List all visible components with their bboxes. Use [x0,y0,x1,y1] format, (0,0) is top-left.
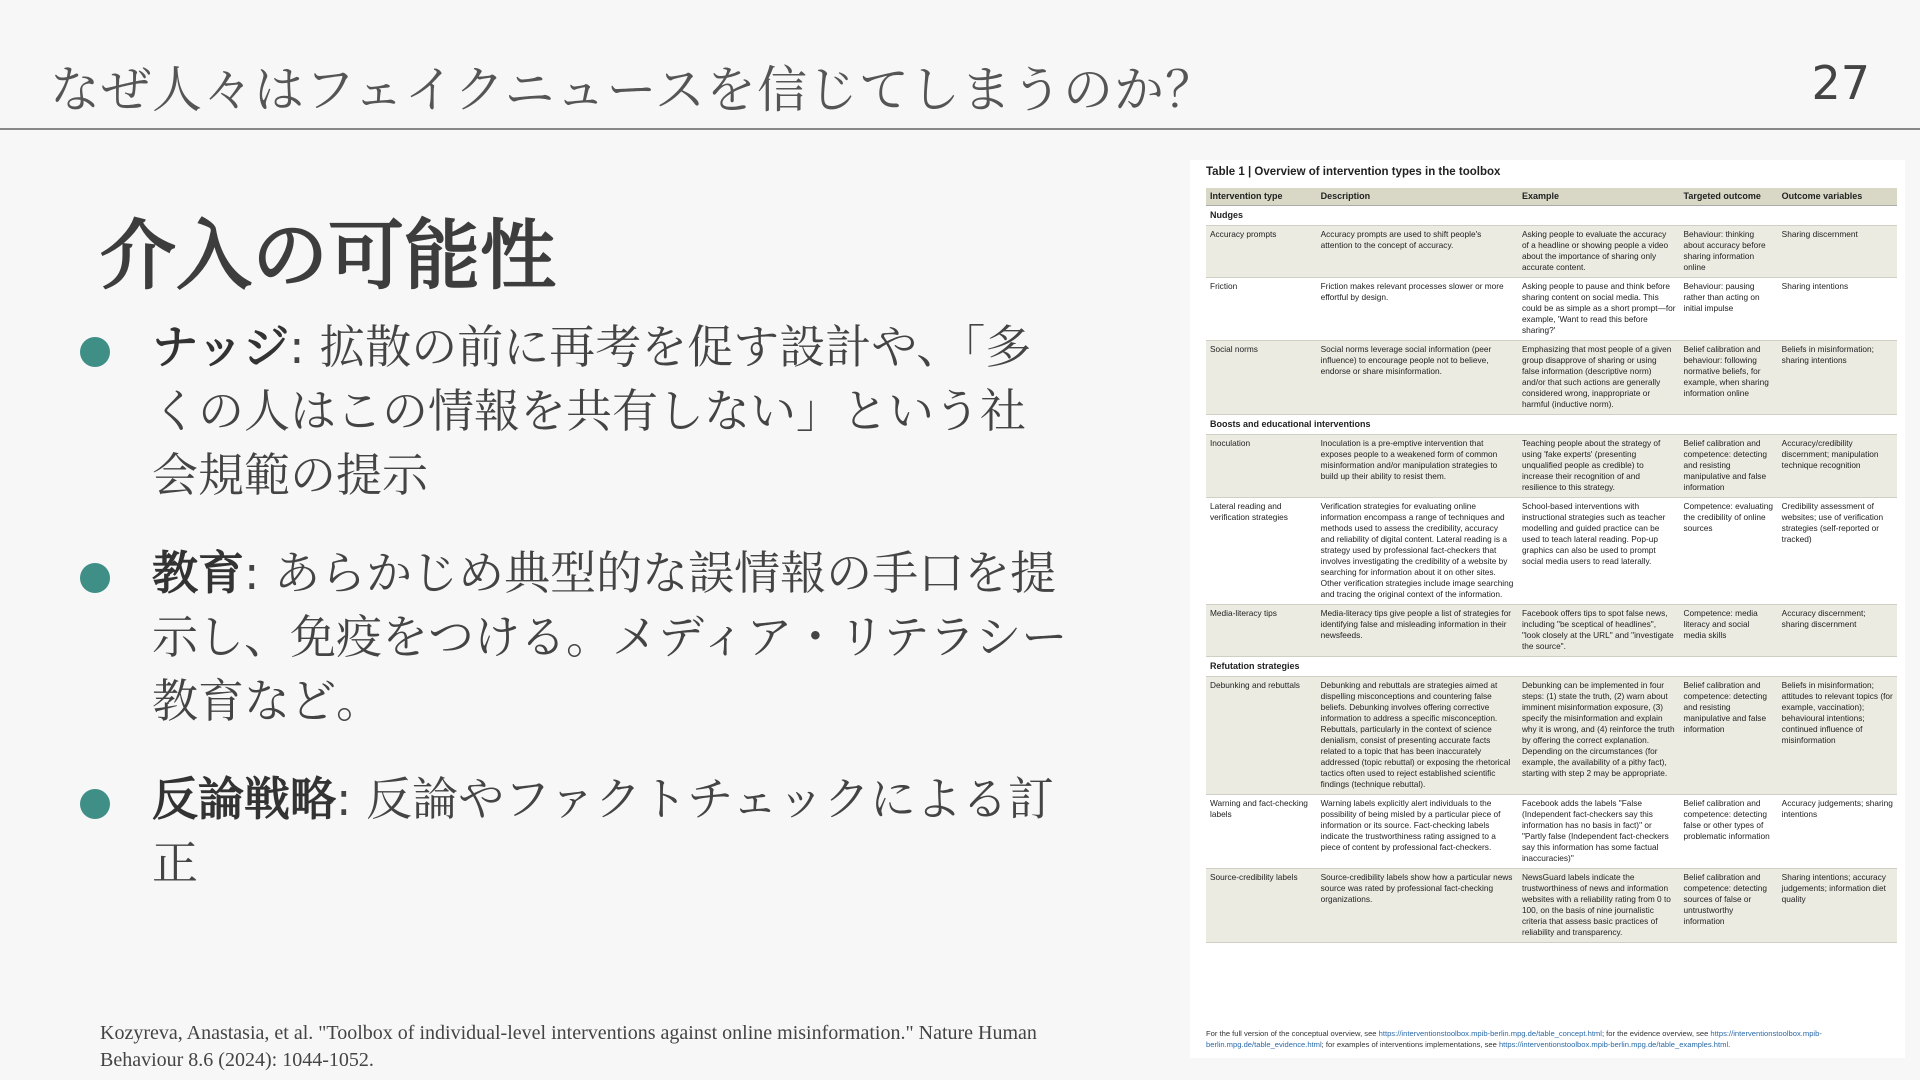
table-cell: NewsGuard labels indicate the trustworthiness of news and information websites with a reliability rating from 0 to 100, on the basis of nine journalistic criteria that assess basic practices of reliability and transparency. [1518,869,1680,943]
table-cell: Accuracy judgements; sharing intentions [1778,795,1897,869]
citation: Kozyreva, Anastasia, et al. "Toolbox of individual-level interventions against online misinformation." Nature Human Behaviour 8.6 (2024): 1044-1052. [100,1022,1037,1071]
table-cell: Media-literacy tips give people a list of strategies for identifying false and misleading information in their newsfeeds. [1317,605,1518,657]
table-cell: School-based interventions with instructional strategies such as teacher modelling and guided practice can be used to teach lateral reading. Pop-up graphics can also be used to prompt social media users to read laterally. [1518,498,1680,605]
bullet-text: : あらかじめ典型的な誤情報の手口を提示し、免疫をつける。メディア・リテラシー教育など。 [152,546,1068,728]
table-cell: Beliefs in misinformation; attitudes to relevant topics (for example, vaccination); behavioural intentions; continued influence of misinformation [1778,677,1897,795]
table-cell: Social norms [1206,341,1317,415]
footnote-text: . [1728,1040,1731,1049]
table-cell: Source-credibility labels [1206,869,1317,943]
column-header: Description [1317,188,1518,206]
table-row [1206,226,1897,278]
group-label: Boosts and educational interventions [1206,415,1897,435]
bullet-dot-icon [80,337,110,367]
bullet-item-education [80,541,1070,733]
table-row [1206,435,1897,498]
table-row [1206,677,1897,795]
intervention-table-figure [1190,160,1905,1058]
footnote-link[interactable]: https://interventionstoolbox.mpib-berlin.mpg.de/table_evidence.html [1206,1029,1822,1049]
bullet-term: 教育 [152,546,244,600]
group-label: Nudges [1206,206,1897,226]
table-cell: Debunking and rebuttals [1206,677,1317,795]
bullet-dot-icon [80,563,110,593]
table-cell: Belief calibration and behaviour: following normative beliefs, for example, when sharing information online [1680,341,1778,415]
table-cell: Verification strategies for evaluating online information encompass a range of techniques and methods used to assess the credibility, accuracy and reliability of digital content. Lateral reading is a strategy used by professional fact-checkers that involves investigating the credibility of a website by searching for information about it on other sites. Other verification strategies include image searching and tracing the original context of the information. [1317,498,1518,605]
table-cell: Friction [1206,278,1317,341]
footnote-text: For the full version of the conceptual overview, see [1206,1029,1379,1038]
table-cell: Friction makes relevant processes slower or more effortful by design. [1317,278,1518,341]
table-footnote [1206,1028,1896,1050]
table-cell: Debunking and rebuttals are strategies aimed at dispelling misconceptions and countering false beliefs. Debunking involves offering corrective information to address a specific misconception. Rebuttals, particularly in the context of science denialism, consist of presenting accurate facts related to a topic that has been inaccurately addressed (topic rebuttal) or exposing the rhetorical tactics often used to reject established scientific findings (technique rebuttal). [1317,677,1518,795]
table-cell: Media-literacy tips [1206,605,1317,657]
footnote-text: ; for the evidence overview, see [1601,1029,1711,1038]
table-cell: Emphasizing that most people of a given group disapprove of sharing or using false information (descriptive norm) and/or that such actions are generally considered wrong, inappropriate or harmful (inductive norm). [1518,341,1680,415]
table-cell: Source-credibility labels show how a particular news source was rated by professional fact-checking organizations. [1317,869,1518,943]
table-row [1206,869,1897,943]
table-row [1206,498,1897,605]
table-cell: Teaching people about the strategy of using 'fake experts' (presenting unqualified people as credible) to increase their recognition of and resilience to this strategy. [1518,435,1680,498]
bullet-text: : 拡散の前に再考を促す設計や、「多くの人はこの情報を共有しない」という社会規範の提示 [152,320,1032,502]
footnote-link[interactable]: https://interventionstoolbox.mpib-berlin.mpg.de/table_concept.html [1378,1029,1602,1038]
table-group-row [1206,206,1897,226]
table-cell: Asking people to pause and think before sharing content on social media. This could be as simple as a short prompt—for example, 'Want to read this before sharing?' [1518,278,1680,341]
bullet-term: 反論戦略 [152,772,336,826]
table-cell: Belief calibration and competence: detecting sources of false or untrustworthy information [1680,869,1778,943]
footnote-text: ; for examples of interventions implementations, see [1321,1040,1499,1049]
table-cell: Beliefs in misinformation; sharing intentions [1778,341,1897,415]
section-heading: 介入の可能性 [100,211,556,300]
bullet-text: : 反論やファクトチェックによる訂正 [152,772,1054,890]
table-cell: Warning labels explicitly alert individuals to the possibility of being misled by a particular piece of information or its source. Fact-checking labels indicate the trustworthiness rating assigned to a piece of content by professional fact-checkers. [1317,795,1518,869]
table-cell: Warning and fact-checking labels [1206,795,1317,869]
table-cell: Facebook adds the labels "False (Independent fact-checkers say this information has no basis in fact)" or "Partly false (Independent fact-checkers say this information has some factual inaccuracies)" [1518,795,1680,869]
table-cell: Competence: evaluating the credibility of online sources [1680,498,1778,605]
bullet-term: ナッジ [152,320,290,374]
table-caption-title: Table 1 | Overview of intervention types in the toolbox [1206,166,1501,178]
table-cell: Accuracy prompts [1206,226,1317,278]
column-header: Intervention type [1206,188,1317,206]
column-header: Example [1518,188,1680,206]
table-cell: Accuracy prompts are used to shift people's attention to the concept of accuracy. [1317,226,1518,278]
footnote-link[interactable]: https://interventionstoolbox.mpib-berlin.mpg.de/table_examples.html [1498,1040,1729,1049]
table-cell: Sharing intentions [1778,278,1897,341]
table-cell: Inoculation [1206,435,1317,498]
table-cell: Facebook offers tips to spot false news, including "be sceptical of headlines", "look closely at the URL" and "investigate the source". [1518,605,1680,657]
intervention-table [1206,188,1897,943]
table-cell: Behaviour: pausing rather than acting on initial impulse [1680,278,1778,341]
table-cell: Belief calibration and competence: detecting and resisting manipulative and false information [1680,677,1778,795]
page-number: 27 [1811,56,1870,110]
column-header: Outcome variables [1778,188,1897,206]
table-cell: Asking people to evaluate the accuracy of a headline or showing people a video about the importance of sharing only accurate content. [1518,226,1680,278]
table-row [1206,341,1897,415]
table-cell: Sharing discernment [1778,226,1897,278]
group-label: Refutation strategies [1206,657,1897,677]
table-cell: Inoculation is a pre-emptive intervention that exposes people to a weakened form of common misinformation and/or manipulation strategies to build up their ability to resist them. [1317,435,1518,498]
table-cell: Belief calibration and competence: detecting and resisting manipulative and false information [1680,435,1778,498]
table-cell: Belief calibration and competence: detecting false or other types of problematic information [1680,795,1778,869]
table-cell: Competence: media literacy and social media skills [1680,605,1778,657]
bullet-dot-icon [80,789,110,819]
table-cell: Sharing intentions; accuracy judgements; information diet quality [1778,869,1897,943]
table-cell: Social norms leverage social information (peer influence) to encourage people not to believe, endorse or share misinformation. [1317,341,1518,415]
slide-title: なぜ人々はフェイクニュースを信じてしまうのか？ [50,61,1216,119]
table-cell: Accuracy/credibility discernment; manipulation technique recognition [1778,435,1897,498]
table-cell: Debunking can be implemented in four steps: (1) state the truth, (2) warn about imminent misinformation exposure, (3) specify the misinformation and explain why it is wrong, and (4) reinforce the truth by offering the correct explanation. Depending on the circumstances (for example, the availability of a pithy fact), starting with step 2 may be appropriate. [1518,677,1680,795]
bullet-list [80,315,1070,929]
bullet-item-nudge [80,315,1070,507]
table-cell: Credibility assessment of websites; use of verification strategies (self-reported or tracked) [1778,498,1897,605]
table-row [1206,795,1897,869]
table-group-row [1206,657,1897,677]
header-divider [0,128,1920,130]
table-cell: Behaviour: thinking about accuracy before sharing information online [1680,226,1778,278]
table-cell: Accuracy discernment; sharing discernment [1778,605,1897,657]
bullet-item-refutation [80,767,1070,895]
table-cell: Lateral reading and verification strategies [1206,498,1317,605]
column-header: Targeted outcome [1680,188,1778,206]
table-caption [1206,166,1500,178]
table-row [1206,278,1897,341]
table-group-row [1206,415,1897,435]
table-header-row [1206,188,1897,206]
table-row [1206,605,1897,657]
